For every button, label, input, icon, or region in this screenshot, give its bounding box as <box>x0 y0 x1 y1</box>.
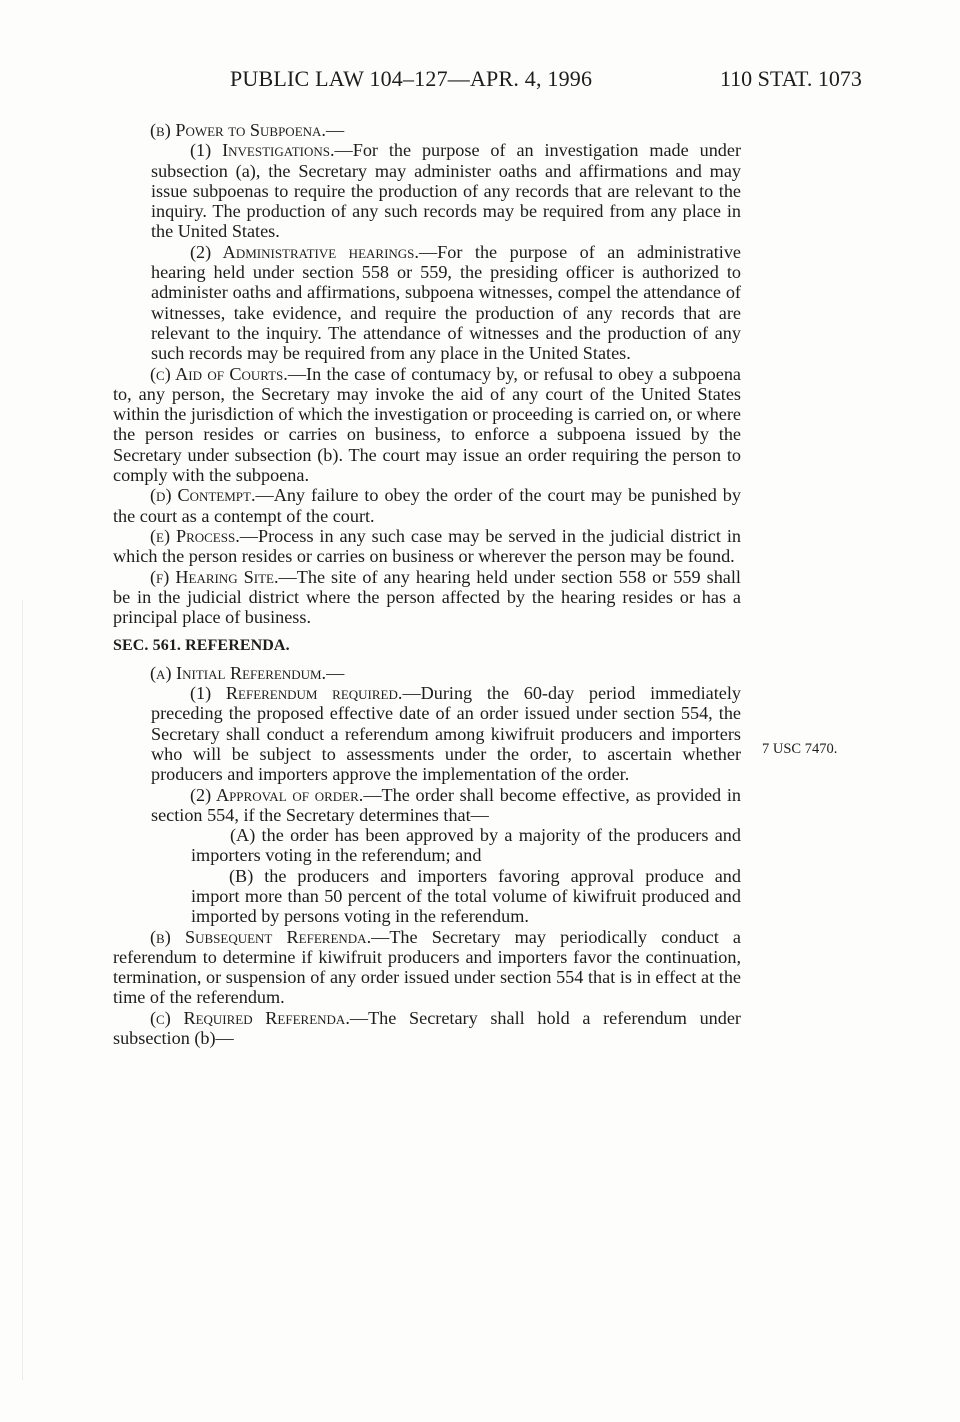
subsection-e-text: —Process in any such case may be served in the judicial district in which the person resides or carries on business or wherever the person may be found. <box>113 525 741 567</box>
paragraph-b2-label: (2) Administrative hearings. <box>190 241 419 262</box>
paragraph-b1-label: (1) Investigations. <box>190 140 335 161</box>
scan-edge-shadow <box>22 600 23 1380</box>
subsection-a-heading: (a) Initial Referendum.— <box>150 662 345 683</box>
body-text <box>113 120 741 1048</box>
paragraph-b1 <box>113 140 741 241</box>
subsection-c-required-label: (c) Required Referenda. <box>150 1007 350 1028</box>
clause-a2-A: (A) the order has been approved by a majority of the producers and importers voting in the referendum; and <box>191 825 741 866</box>
paragraph-b2 <box>113 242 741 364</box>
subsection-b-heading: (b) Power to Subpoena.— <box>150 120 345 140</box>
subsection-c-required-text: —The Secretary shall hold a referendum under subsection (b)— <box>113 1007 741 1049</box>
subsection-c-label: (c) Aid of Courts. <box>150 363 288 384</box>
running-header-stat: 110 STAT. 1073 <box>720 66 862 91</box>
paragraph-a2 <box>113 785 741 826</box>
subsection-b-subsequent <box>113 927 741 1008</box>
subsection-c-required <box>113 1008 741 1049</box>
section-561-heading: SEC. 561. REFERENDA. <box>113 637 290 655</box>
subsection-b-subsequent-text: —The Secretary may periodically conduct a referendum to determine if kiwifruit producers and importers favor the continuation, termination, or suspension of any order issued under section 554 that is in effect at the time of the referendum. <box>113 926 741 1008</box>
subsection-d-label: (d) Contempt. <box>150 485 256 506</box>
margin-note-usc: 7 USC 7470. <box>762 741 838 757</box>
paragraph-a1-label: (1) Referendum required. <box>190 683 403 704</box>
subsection-f-text: —The site of any hearing held under section 558 or 559 shall be in the judicial district where the person affected by the hearing resides or has a principal place of business. <box>113 566 741 628</box>
paragraph-b2-text: —For the purpose of an administrative hearing held under section 558 or 559, the presiding officer is authorized to administer oaths and affirmations, subpoena witnesses, compel the attendance of witnesses, take evidence, and require the production of any records that are relevant to the inquiry. The attendance of witnesses and the production of any such records may be required from any place in the United States. <box>151 241 741 364</box>
clause-a2-B: (B) the producers and importers favoring approval produce and import more than 50 percent of the total volume of kiwifruit produced and imported by persons voting in the referendum. <box>191 865 741 927</box>
subsection-d <box>113 485 741 526</box>
paragraph-b1-text: —For the purpose of an investigation made under subsection (a), the Secretary may administer oaths and affirmations and may issue subpoenas to require the production of any records that are relevant to the inquiry. The production of any such records may be required from any place in the United States. <box>151 140 742 242</box>
paragraph-a2-label: (2) Approval of order. <box>190 784 364 805</box>
running-header-law: PUBLIC LAW 104–127—APR. 4, 1996 <box>230 66 593 91</box>
subsection-f <box>113 567 741 628</box>
subsection-f-label: (f) Hearing Site. <box>150 566 279 587</box>
subsection-c-text: —In the case of contumacy by, or refusal to obey a subpoena to, any person, the Secretary may invoke the aid of any court of the United States within the jurisdiction of which the investigation or proceeding is carried on, or where the person resides or carries on business, to enforce a subpoena issued by the Secretary under subsection (b). The court may issue an order requiring the person to comply with the subpoena. <box>113 363 742 486</box>
paragraph-a2-text: —The order shall become effective, as provided in section 554, if the Secretary determines that— <box>151 784 742 825</box>
subsection-e <box>113 526 741 567</box>
subsection-c <box>113 364 741 486</box>
subsection-b-subsequent-label: (b) Subsequent Referenda. <box>150 926 372 947</box>
subsection-e-label: (e) Process. <box>150 525 240 546</box>
subsection-d-text: —Any failure to obey the order of the court may be punished by the court as a contempt of the court. <box>113 485 741 526</box>
paragraph-a1-text: —During the 60-day period immediately preceding the proposed effective date of an order issued under section 554, the Secretary shall conduct a referendum among kiwifruit producers and importers who will be subject to assessments under the order, to ascertain whether producers and importers approve the implementation of the order. <box>151 683 741 785</box>
paragraph-a1 <box>113 683 741 784</box>
